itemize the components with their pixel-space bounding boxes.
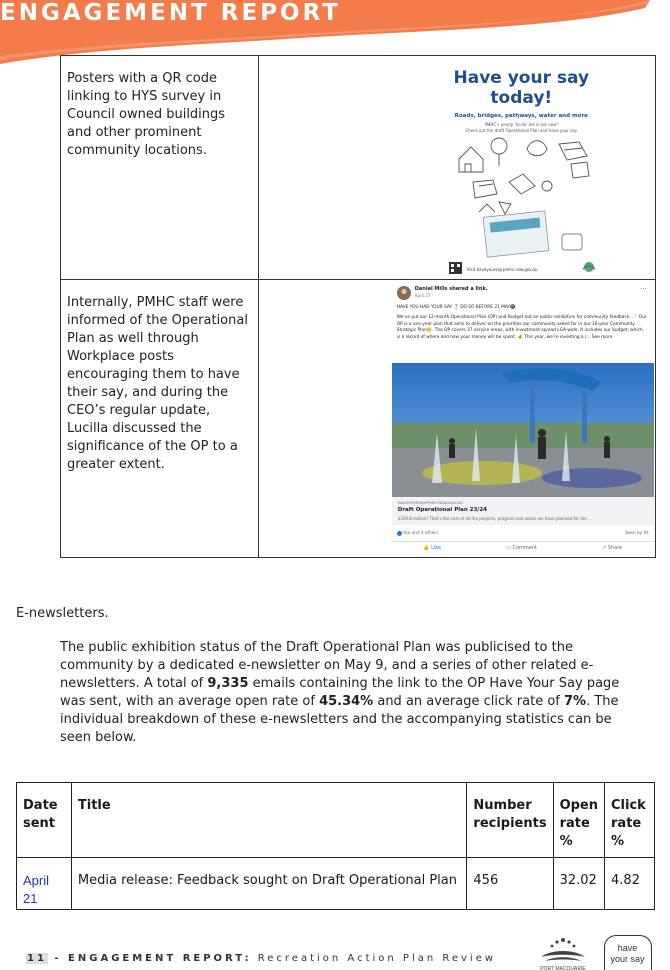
cell-recipients: 456 (467, 858, 553, 910)
thumbs-up-icon: 👍 (423, 545, 430, 551)
pmhc-logo (535, 935, 591, 970)
like-button[interactable]: 👍 Like (423, 545, 442, 551)
page-number: 11 (27, 953, 47, 964)
footer-label: ENGAGEMENT REPORT: (68, 953, 252, 964)
col-click-rate: Click rate % (605, 783, 655, 858)
post-author: Daniel Mills shared a link. (414, 286, 488, 292)
enewsletter-stats-table (16, 782, 655, 910)
poster-image (439, 64, 604, 276)
avatar (397, 286, 411, 300)
share-icon: ↗ (602, 545, 607, 551)
poster-illustration-icon (439, 64, 604, 276)
comment-button[interactable]: ▭ Comment (506, 545, 537, 551)
poster-tagline: PMHC’s yearly ‘to-do’ list is out now! (484, 122, 559, 127)
more-options-icon[interactable]: ··· (640, 285, 647, 293)
table-header-row (17, 783, 655, 858)
link-title: Draft Operational Plan 23/24 (397, 507, 487, 513)
footer-doc-title: Recreation Action Plan Review (251, 953, 497, 964)
post-date: April 27 · (414, 293, 433, 298)
reactions-count: You and 4 others (397, 530, 438, 536)
water-play-photo (392, 363, 654, 497)
page-title: ENGAGEMENT REPORT (0, 0, 341, 26)
poster-url: Visit haveyoursay.pmhc.nsw.gov.au (466, 267, 538, 272)
poster-title: Have your say today! (453, 68, 590, 108)
total-emails: 9,335 (207, 676, 249, 691)
section-heading: E-newsletters. (16, 606, 109, 621)
cell-open-rate: 32.02 (553, 858, 604, 910)
facebook-post (391, 283, 655, 555)
have-your-say-logo: have your say (604, 935, 652, 970)
media-table (60, 55, 656, 558)
col-number-recipients: Number recipients (467, 783, 553, 858)
pmhc-logo-icon (535, 935, 591, 970)
svg-text:PORT MACQUARIE: PORT MACQUARIE (540, 966, 586, 970)
link-description: $339.8 million! That’s the cost of all the projects, program and works we have planned for the ... (397, 516, 592, 521)
cell-click-rate: 4.82 (605, 858, 655, 910)
post-body: HAVE YOU HAD YOUR SAY ❓ DO SO BEFORE 21 MAY🚇 We’ve put our 12-month Operational Plan (OP) and Budget out on public exhibition for community feedback. 📄 Our OP is a one-year plan that aims to deliver on the priorities our community asked for in our 10-year Community Strategic Plan🙂. The OP covers 37 service areas, with investment spread LGA-wide. It includes our budget, which is a record of where and how your money will be spent. 💰 This year, we’re investing a r... See more (396, 305, 647, 340)
table-row (61, 280, 656, 558)
poster-description: Posters with a QR code linking to HYS survey in Council owned buildings and other prominent community locations. (61, 56, 259, 280)
cell-title: Media release: Feedback sought on Draft Operational Plan (71, 858, 467, 910)
table-row (17, 858, 655, 910)
facebook-post-cell (258, 280, 655, 558)
workplace-description: Internally, PMHC staff were informed of the Operational Plan as well through Workplace posts encouraging them to have their say, and during the CEO’s regular update, Lucilla discussed the significance of the OP to a greater extent. (61, 280, 259, 558)
col-title: Title (71, 783, 467, 858)
seen-count: Seen by 94 (625, 530, 649, 535)
col-open-rate: Open rate % (553, 783, 604, 858)
enewsletter-paragraph: The public exhibition status of the Draft Operational Plan was publicised to the community by a dedicated e-newsletter on May 9, and a series of other related e-newsletters. A total of 9,335 emails containing the link to the OP Have Your Say page was sent, with an average open rate of 45.34% and an average click rate of 7%. The individual breakdown of these e-newsletters and the accompanying statistics can be seen below. (60, 640, 620, 745)
post-actions (391, 541, 655, 551)
open-rate: 45.34% (319, 694, 374, 709)
like-reaction-icon (397, 531, 402, 536)
poster-cell (258, 56, 655, 280)
page-footer: 11 - ENGAGEMENT REPORT: Recreation Action Plan Review (27, 953, 497, 964)
link-url: HAVEYOURSAY.PMHC.NSW.GOV.AU (397, 500, 463, 505)
table-row (61, 56, 656, 280)
poster-cta: Check out the draft Operational Plan and have your say (465, 128, 578, 133)
col-date-sent: Date sent (17, 783, 72, 858)
link-preview[interactable] (392, 497, 654, 525)
click-rate: 7% (564, 694, 587, 709)
share-button[interactable]: ↗ Share (602, 545, 623, 551)
cell-date: April 21 (17, 858, 72, 910)
comment-icon: ▭ (506, 545, 511, 551)
poster-subtitle: Roads, bridges, pathways, water and more (454, 113, 588, 119)
